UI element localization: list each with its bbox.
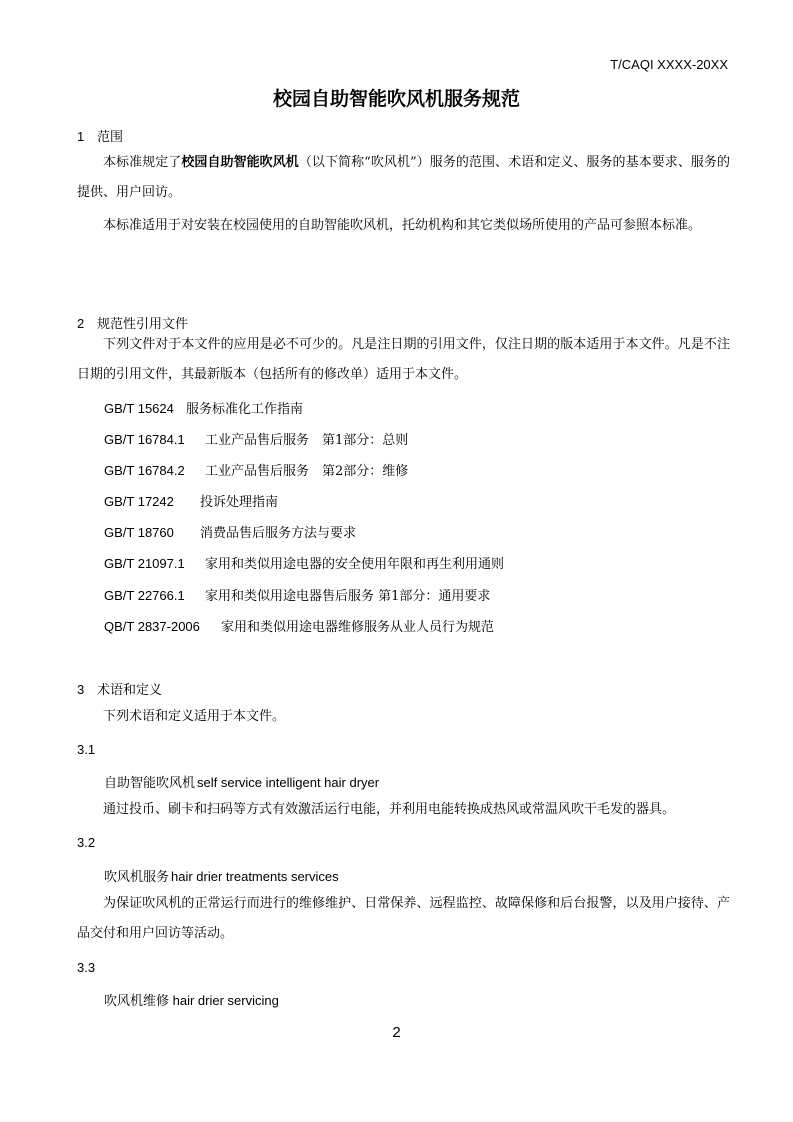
reference-title: 家用和类似用途电器的安全使用年限和再生利用通则: [205, 557, 505, 572]
reference-title: 家用和类似用途电器维修服务从业人员行为规范: [221, 620, 495, 635]
section-title: 规范性引用文件: [97, 316, 189, 331]
section-1-paragraph-1: [77, 147, 730, 208]
reference-title: 工业产品售后服务 第1部分：总则: [205, 433, 409, 448]
reference-item: [104, 398, 303, 417]
term-name: [104, 990, 279, 1009]
reference-item: [104, 460, 408, 479]
section-title: 术语和定义: [97, 682, 163, 697]
section-1-paragraph-2: 本标准适用于对安装在校园使用的自助智能吹风机，托幼机构和其它类似场所使用的产品可参照本标准。: [103, 218, 702, 233]
section-number: 3: [77, 682, 85, 697]
reference-code: QB/T 2837-2006: [104, 619, 200, 634]
term-name-en: hair drier treatments services: [171, 869, 339, 884]
section-1-heading: [77, 126, 123, 145]
section-title: 范围: [97, 129, 124, 144]
reference-title: 服务标准化工作指南: [186, 402, 304, 417]
reference-title: 工业产品售后服务 第2部分：维修: [205, 464, 409, 479]
reference-title: 家用和类似用途电器售后服务 第1部分：通用要求: [205, 589, 491, 604]
reference-title: 投诉处理指南: [200, 495, 279, 510]
reference-item: [104, 616, 494, 635]
term-definition: 通过投币、刷卡和扫码等方式有效激活运行电能，并利用电能转换成热风或常温风吹干毛发的器具。: [103, 802, 676, 817]
term-name-en: hair drier servicing: [169, 993, 279, 1008]
term-name-cn: 吹风机服务: [104, 869, 170, 884]
p1-suffix: （以下简称“吹风机”）服务的范围、术语和定义、服务的基本要求、服务的提供、用户回访。: [77, 155, 730, 200]
reference-item: [104, 553, 504, 572]
document-title: 校园自助智能吹风机服务规范: [272, 89, 520, 110]
section-number: 1: [77, 129, 85, 144]
reference-code: GB/T 17242: [104, 494, 174, 509]
section-3-intro: 下列术语和定义适用于本文件。: [103, 709, 286, 724]
reference-item: [104, 491, 278, 510]
reference-item: [104, 522, 356, 541]
term-number: 3.2: [77, 835, 96, 850]
section-3-heading: [77, 679, 162, 698]
page-number: 2: [392, 1024, 401, 1041]
reference-code: GB/T 15624: [104, 401, 174, 416]
term-number: 3.3: [77, 960, 96, 975]
reference-item: [104, 585, 490, 604]
term-name: [104, 866, 339, 885]
reference-code: GB/T 22766.1: [104, 588, 185, 603]
term-name-cn: 自助智能吹风机: [104, 775, 196, 790]
p1-bold-term: 校园自助智能吹风机: [181, 154, 299, 169]
section-number: 2: [77, 316, 85, 331]
term-number: 3.1: [77, 742, 96, 757]
section-2-intro: 下列文件对于本文件的应用是必不可少的。凡是注日期的引用文件，仅注日期的版本适用于本文件。凡是不注日期的引用文件，其最新版本（包括所有的修改单）适用于本文件。: [77, 337, 730, 382]
term-name: [104, 772, 379, 791]
term-definition: 为保证吹风机的正常运行而进行的维修维护、日常保养、远程监控、故障保修和后台报警，以及用户接待、产品交付和用户回访等活动。: [77, 896, 730, 941]
document-number: T/CAQI XXXX-20XX: [610, 57, 728, 72]
reference-item: [104, 429, 408, 448]
reference-code: GB/T 18760: [104, 525, 174, 540]
term-name-cn: 吹风机维修: [104, 993, 170, 1008]
p1-prefix: 本标准规定了: [103, 155, 182, 170]
reference-code: GB/T 16784.2: [104, 463, 185, 478]
term-name-en: self service intelligent hair dryer: [197, 775, 380, 790]
reference-code: GB/T 21097.1: [104, 556, 185, 571]
reference-code: GB/T 16784.1: [104, 432, 185, 447]
reference-title: 消费品售后服务方法与要求: [200, 526, 357, 541]
